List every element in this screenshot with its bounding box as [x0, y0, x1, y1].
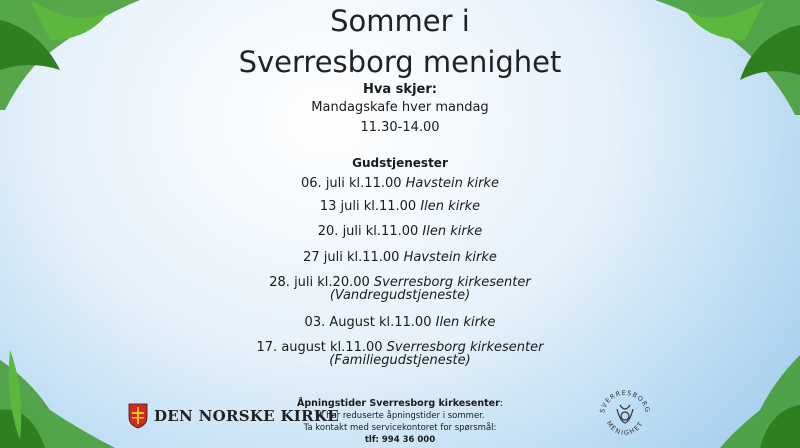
- footer-heading: [0, 398, 800, 409]
- service-item: [0, 176, 800, 191]
- activity-heading: Hva skjer:: [363, 82, 437, 97]
- footer-line-2: Ta kontakt med servicekontoret for spørsmål:: [303, 423, 497, 433]
- service-place: Ilen kirke: [422, 224, 483, 239]
- service-time: 27 juli kl.11.00: [303, 250, 404, 265]
- service-place: Sverresborg kirkesenter: [386, 340, 544, 355]
- church-shield-icon: [128, 403, 148, 429]
- footer-line-1: Vi har reduserte åpningstider i sommer.: [315, 411, 485, 421]
- service-item: [0, 315, 800, 330]
- title-line-1: Sommer i: [330, 4, 470, 38]
- logo-text: DEN NORSKE KIRKE: [154, 407, 339, 425]
- service-time: 28. juli kl.20.00: [269, 275, 374, 290]
- service-item: [0, 199, 800, 214]
- service-item: [0, 341, 800, 367]
- service-place: Sverresborg kirkesenter: [373, 275, 531, 290]
- footer-heading-text: Åpningstider Sverresborg kirkesenter: [297, 398, 500, 409]
- service-time: 17. august kl.11.00: [256, 340, 387, 355]
- service-note: (Familiegudstjeneste): [329, 353, 471, 368]
- footer-phone: tlf: 994 36 000: [364, 435, 436, 445]
- service-note: (Vandregudstjeneste): [329, 288, 471, 303]
- service-time: 13 juli kl.11.00: [319, 199, 421, 214]
- service-item: [0, 224, 800, 239]
- service-place: Havstein kirke: [405, 176, 499, 191]
- title-line-2: Sverresborg menighet: [238, 45, 562, 79]
- service-item: [0, 250, 800, 265]
- activity-line-2: 11.30-14.00: [360, 120, 440, 135]
- den-norske-kirke-logo: [128, 403, 339, 429]
- service-time: 03. August kl.11.00: [304, 315, 436, 330]
- service-time: 20. juli kl.11.00: [317, 224, 423, 239]
- service-place: Ilen kirke: [420, 199, 481, 214]
- services-heading: Gudstjenester: [352, 156, 448, 170]
- service-time: 06. juli kl.11.00: [301, 176, 406, 191]
- svg-text:MENIGHET: MENIGHET: [604, 419, 646, 437]
- svg-text:SVERRESBORG: SVERRESBORG: [598, 388, 652, 414]
- service-place: Ilen kirke: [435, 315, 496, 330]
- service-item: [0, 276, 800, 302]
- sverresborg-menighet-seal: [596, 387, 654, 445]
- activity-line-1: Mandagskafe hver mandag: [311, 100, 489, 115]
- service-place: Havstein kirke: [403, 250, 497, 265]
- footer-colon: :: [499, 398, 503, 409]
